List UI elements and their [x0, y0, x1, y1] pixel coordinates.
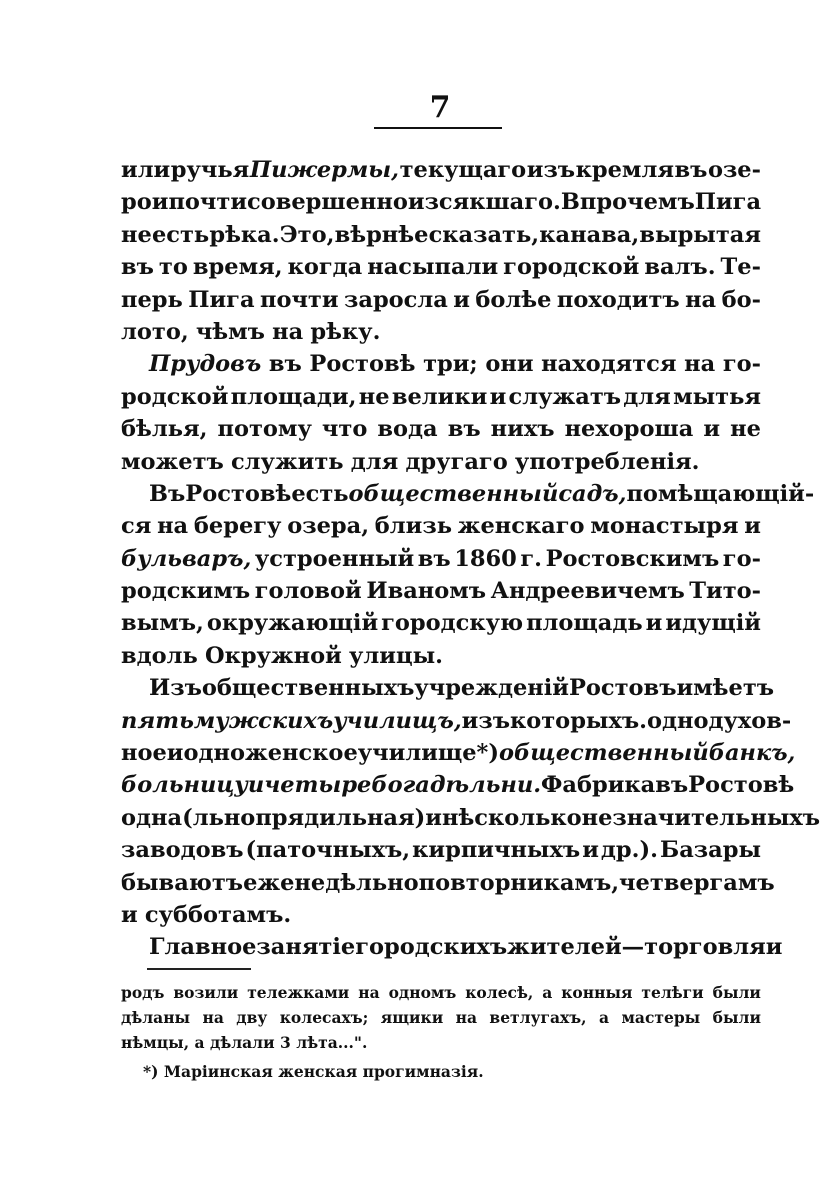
word: незначительныхъ	[581, 804, 821, 831]
word: мытья	[673, 383, 761, 410]
word: и	[765, 934, 783, 961]
text-line	[121, 575, 761, 607]
word: почти	[259, 286, 339, 313]
word: и	[645, 610, 663, 637]
word: Тито-	[689, 578, 761, 605]
word: и	[425, 804, 442, 831]
word: Базары	[659, 837, 761, 864]
word: головой	[254, 578, 362, 605]
word: чѣмъ	[195, 318, 265, 345]
word: время,	[192, 254, 283, 281]
word: мужскихъ	[193, 707, 334, 734]
word: училищъ,	[333, 707, 462, 734]
word: нехороша	[564, 416, 694, 443]
word: на	[685, 286, 717, 313]
word: вода	[377, 416, 438, 443]
word: и	[582, 837, 599, 864]
word: близь	[374, 513, 452, 540]
word: употребленія.	[514, 448, 700, 475]
word: городскую	[381, 610, 524, 637]
footnote-word: колесахъ;	[279, 1008, 369, 1027]
text-line	[121, 251, 761, 283]
word: банкъ,	[708, 740, 796, 767]
text-line	[121, 769, 795, 801]
word: изсякшаго.	[407, 189, 561, 216]
word: больницу	[121, 772, 248, 799]
word: Иваномъ	[366, 578, 487, 605]
word: еженедѣльно	[243, 869, 419, 896]
word: по	[418, 869, 451, 896]
footnote-line	[121, 1030, 761, 1055]
footnote-word: Маріинская	[163, 1062, 273, 1081]
word: для	[350, 448, 399, 475]
footnote-word: родъ	[121, 983, 165, 1002]
word: (паточныхъ,	[245, 837, 411, 864]
word: Изъ	[149, 675, 202, 702]
word: учрежденій	[414, 675, 569, 702]
footnote-word: 3	[280, 1033, 291, 1052]
word: училище	[357, 740, 477, 767]
footnote-word: мастеры	[621, 1008, 701, 1027]
page-number: 7	[429, 90, 451, 125]
word: потому	[217, 416, 312, 443]
word: служатъ	[508, 383, 622, 410]
word: Пижермы,	[249, 157, 400, 183]
text-line	[121, 186, 761, 218]
word: кремля	[575, 157, 674, 183]
word: изъ	[526, 157, 576, 183]
footnotes	[121, 980, 761, 1084]
word: то	[158, 254, 188, 281]
word: въ	[121, 254, 154, 281]
word: Ростовскимъ	[545, 545, 720, 572]
word: что	[321, 416, 368, 443]
footnote-word: а	[542, 983, 553, 1002]
word: го-	[722, 351, 761, 378]
footnote-word: конныя	[561, 983, 633, 1002]
word: субботамъ.	[144, 901, 292, 928]
text-line	[121, 607, 761, 639]
word: другаго	[405, 448, 508, 475]
word: устроенный	[254, 545, 415, 572]
word: (льнопрядильная)	[182, 804, 426, 831]
word: окружающій	[206, 610, 379, 637]
word: и	[151, 189, 169, 216]
word: площади,	[230, 383, 357, 410]
word: въ	[674, 157, 708, 183]
word: и	[166, 740, 184, 767]
word: текущаго	[399, 157, 527, 183]
footnote-rule	[147, 968, 251, 970]
text-line	[121, 316, 761, 348]
word: въ	[655, 772, 689, 799]
word: озе-	[707, 157, 761, 183]
word: валъ.	[644, 254, 716, 281]
word: помѣщающій-	[626, 480, 815, 507]
footnote-word: на	[455, 1008, 478, 1027]
word: общественный	[498, 740, 709, 767]
word: Ростовѣ	[309, 351, 416, 378]
word: и	[453, 286, 470, 313]
word: одно	[183, 740, 245, 767]
word: насыпали	[367, 254, 499, 281]
word: женскаго	[457, 513, 585, 540]
word: женское	[244, 740, 358, 767]
word: бульваръ,	[121, 545, 252, 572]
word: городской	[503, 254, 640, 281]
word: служить	[230, 448, 344, 475]
text-line	[121, 446, 761, 478]
word: одно	[646, 707, 709, 734]
footnote-word: были	[712, 983, 761, 1002]
word: четвергамъ	[619, 869, 775, 896]
word: Те-	[720, 254, 761, 281]
word: Прудовъ	[149, 351, 262, 378]
word: они	[485, 351, 534, 378]
word: заросла	[344, 286, 448, 313]
word: перь	[121, 286, 183, 313]
text-line	[121, 737, 796, 769]
word: нѣсколько	[441, 804, 582, 831]
word: др.).	[600, 837, 658, 864]
text-line	[121, 154, 761, 186]
word: на	[684, 351, 716, 378]
word: для	[623, 383, 671, 410]
word: площадь	[526, 610, 643, 637]
word: Пига	[188, 286, 255, 313]
footnote-word: дѣлали	[209, 1033, 275, 1052]
word: почти	[168, 189, 248, 216]
text-line	[121, 802, 821, 834]
word: изъ	[461, 707, 510, 734]
word: *)	[476, 740, 499, 767]
word: вырытая	[639, 221, 761, 248]
word: Въ	[149, 480, 186, 507]
word: рѣку.	[310, 318, 381, 345]
word: Фабрика	[541, 772, 656, 799]
footnote-word: на	[202, 1008, 224, 1027]
word: и	[703, 416, 721, 443]
word: 1860	[454, 545, 517, 572]
word: родскимъ	[121, 578, 251, 605]
word: и	[489, 383, 507, 410]
footnote-line	[121, 980, 761, 1005]
text-line	[121, 413, 761, 445]
word: есть	[291, 480, 349, 507]
footnote-word: лѣта...".	[296, 1033, 368, 1052]
footnote-line	[121, 1005, 761, 1030]
word: и	[247, 772, 265, 799]
word: берегу	[193, 513, 282, 540]
footnote-word: колесѣ,	[465, 983, 534, 1002]
word: не	[121, 221, 152, 248]
word: бываютъ	[121, 869, 244, 896]
footnote-note	[121, 1059, 761, 1084]
footnote-word: женская	[278, 1062, 358, 1081]
text-line	[121, 834, 761, 866]
footnote-word: телѣги	[641, 983, 704, 1002]
footnote-word: дѣланы	[121, 1008, 191, 1027]
word: бѣлья,	[121, 416, 208, 443]
footnote-word: на	[358, 983, 380, 1002]
word: заводовъ	[121, 837, 244, 864]
word: есть	[151, 221, 210, 248]
word: нихъ	[490, 416, 555, 443]
word: Андреевичемъ	[490, 578, 685, 605]
text-line	[121, 510, 761, 542]
text-line	[121, 381, 761, 413]
text-line	[121, 478, 815, 510]
word: садъ,	[558, 480, 627, 507]
word: походитъ	[556, 286, 680, 313]
word: ро	[121, 189, 152, 216]
word: не	[358, 383, 390, 410]
word: жителей—торговля	[507, 934, 766, 961]
footnote-word: были	[712, 1008, 761, 1027]
word: идущій	[665, 610, 761, 637]
word: лото,	[121, 318, 189, 345]
word: болѣе	[475, 286, 552, 313]
word: общественный	[348, 480, 559, 507]
word: улицы.	[349, 642, 443, 669]
text-line	[121, 867, 775, 899]
text-line	[121, 284, 761, 316]
main-text	[121, 154, 821, 964]
word: Ростовъ	[568, 675, 677, 702]
word: Пига	[694, 189, 762, 216]
word: въ	[268, 351, 302, 378]
word: Впрочемъ	[560, 189, 695, 216]
word: въ	[417, 545, 451, 572]
word: которыхъ.	[509, 707, 647, 734]
word: на	[272, 318, 304, 345]
header-rule	[374, 127, 502, 129]
word: сказать,	[428, 221, 540, 248]
word: Главное	[149, 934, 257, 961]
word: общественныхъ	[201, 675, 415, 702]
word: велики	[391, 383, 488, 410]
word: бо-	[721, 286, 761, 313]
word: кирпичныхъ	[412, 837, 581, 864]
text-line	[121, 705, 792, 737]
word: пять	[121, 707, 194, 734]
footnote-word: ящики	[380, 1008, 444, 1027]
word: ся	[121, 513, 152, 540]
footnote-word: а	[598, 1008, 610, 1027]
text-line	[121, 672, 775, 704]
word: одна	[121, 804, 183, 831]
footnote-word: возили	[173, 983, 239, 1002]
footnote-word: прогимназія.	[362, 1062, 484, 1081]
word: канава,	[539, 221, 640, 248]
word: имѣетъ	[676, 675, 775, 702]
word: рѣка.	[209, 221, 280, 248]
text-line	[121, 899, 761, 931]
footnote-word: тележками	[247, 983, 350, 1002]
word: совершенно	[247, 189, 408, 216]
footnote-word: *)	[143, 1062, 159, 1081]
word: Это,	[279, 221, 335, 248]
word: богадѣльни.	[371, 772, 542, 799]
footnote-word: дву	[236, 1008, 268, 1027]
footnote-word: нѣмцы,	[121, 1033, 190, 1052]
word: монастыря	[590, 513, 739, 540]
word: на	[157, 513, 189, 540]
word: находятся	[541, 351, 677, 378]
word: г.	[520, 545, 542, 572]
word: ручья	[170, 157, 250, 183]
word: или	[121, 157, 171, 183]
text-line	[121, 640, 761, 672]
word: четыре	[264, 772, 372, 799]
word: родской	[121, 383, 229, 410]
word: вдоль	[121, 642, 198, 669]
footnote-word: одномъ	[388, 983, 457, 1002]
word: Окружной	[204, 642, 342, 669]
text-line	[121, 931, 783, 963]
word: духов-	[708, 707, 792, 734]
word: озера,	[287, 513, 370, 540]
text-line	[121, 348, 761, 380]
word: и	[744, 513, 761, 540]
word: вѣрнѣе	[334, 221, 429, 248]
word: вторникамъ,	[450, 869, 620, 896]
word: можетъ	[121, 448, 224, 475]
footnote-word: ветлугахъ,	[489, 1008, 587, 1027]
word: не	[730, 416, 761, 443]
word: городскихъ	[355, 934, 508, 961]
word: занятіе	[256, 934, 356, 961]
footnote-word: а	[194, 1033, 205, 1052]
word: Ростовѣ	[185, 480, 292, 507]
word: Ростовѣ	[688, 772, 795, 799]
word: и	[121, 901, 138, 928]
word: три;	[423, 351, 478, 378]
word: въ	[447, 416, 481, 443]
text-line	[121, 219, 761, 251]
word: вымъ,	[121, 610, 204, 637]
word: го-	[722, 545, 761, 572]
word: когда	[287, 254, 363, 281]
word: ное	[121, 740, 167, 767]
text-line	[121, 543, 761, 575]
